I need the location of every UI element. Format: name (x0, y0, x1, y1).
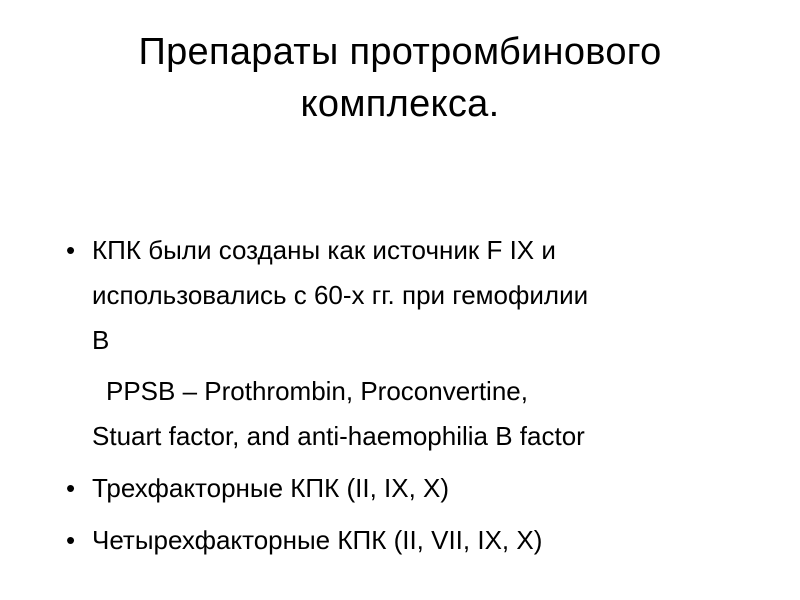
slide-title (0, 26, 800, 130)
bullet-line: Stuart factor, and anti-haemophilia B factor (92, 421, 585, 451)
slide-title-line: комплекса. (300, 83, 500, 125)
bullet-list (66, 228, 766, 563)
bullet-continuation-ppsb (66, 369, 766, 459)
bullet-line: • Четырехфакторные КПК (II, VII, IX, X) (92, 525, 543, 555)
bullet-item-three-factor (66, 466, 766, 511)
bullet-line: • КПК были созданы как источник F IX и (92, 235, 556, 265)
bullet-line: использовались с 60-х гг. при гемофилии (92, 280, 589, 310)
bullet-item-kpk-origin (66, 228, 766, 363)
bullet-item-four-factor (66, 518, 766, 563)
slide-title-line: Препараты протромбинового (138, 31, 662, 73)
bullet-line: • Трехфакторные КПК (II, IX, X) (92, 473, 450, 503)
bullet-line: В (92, 325, 110, 355)
bullet-line: PPSB – Prothrombin, Proconvertine, (106, 376, 528, 406)
